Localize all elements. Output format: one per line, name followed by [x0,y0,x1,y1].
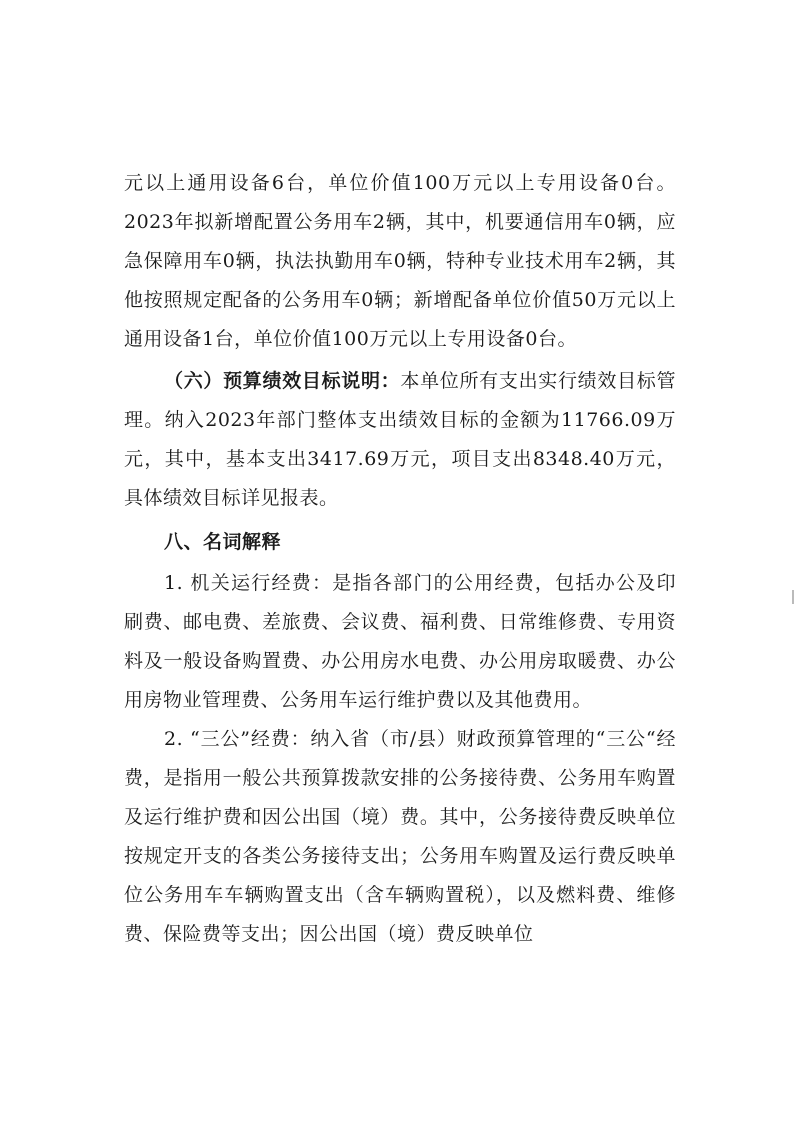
performance-goals-lead: （六）预算绩效目标说明： [164,370,401,392]
paragraph-equipment-vehicles: 元以上通用设备6台，单位价值100万元以上专用设备0台。2023年拟新增配置公务用车2辆，其中，机要通信用车0辆，应急保障用车0辆，执法执勤用车0辆，特种专业技术用车2辆，其他按照规定配备的公务用车0辆；新增配备单位价值50万元以上通用设备1台，单位价值100万元以上专用设备0台。 [124,172,676,350]
performance-goals-body: 本单位所有支出实行绩效目标管理。纳入2023年部门整体支出绩效目标的金额为11766.09万元，其中，基本支出3417.69万元，项目支出8348.40万元，具体绩效目标详见报表。 [124,370,676,509]
paragraph-operating-expenses: 1. 机关运行经费：是指各部门的公用经费，包括办公及印刷费、邮电费、差旅费、会议费、福利费、日常维修费、专用资料及一般设备购置费、办公用房水电费、办公用房取暖费、办公用房物业管理费、公务用车运行维护费以及其他费用。 [124,572,676,711]
paragraph-three-public-expenses: 2. “三公”经费：纳入省（市/县）财政预算管理的“三公“经费，是指用一般公共预算拨款安排的公务接待费、公务用车购置及运行维护费和因公出国（境）费。其中，公务接待费反映单位按规定开支的各类公务接待支出；公务用车购置及运行费反映单位公务用车车辆购置支出（含车辆购置税），以及燃料费、维修费、保险费等支出；因公出国（境）费反映单位 [124,728,676,945]
paragraph-performance-goals [124,362,676,518]
section-heading-glossary: 八、名词解释 [164,531,282,553]
